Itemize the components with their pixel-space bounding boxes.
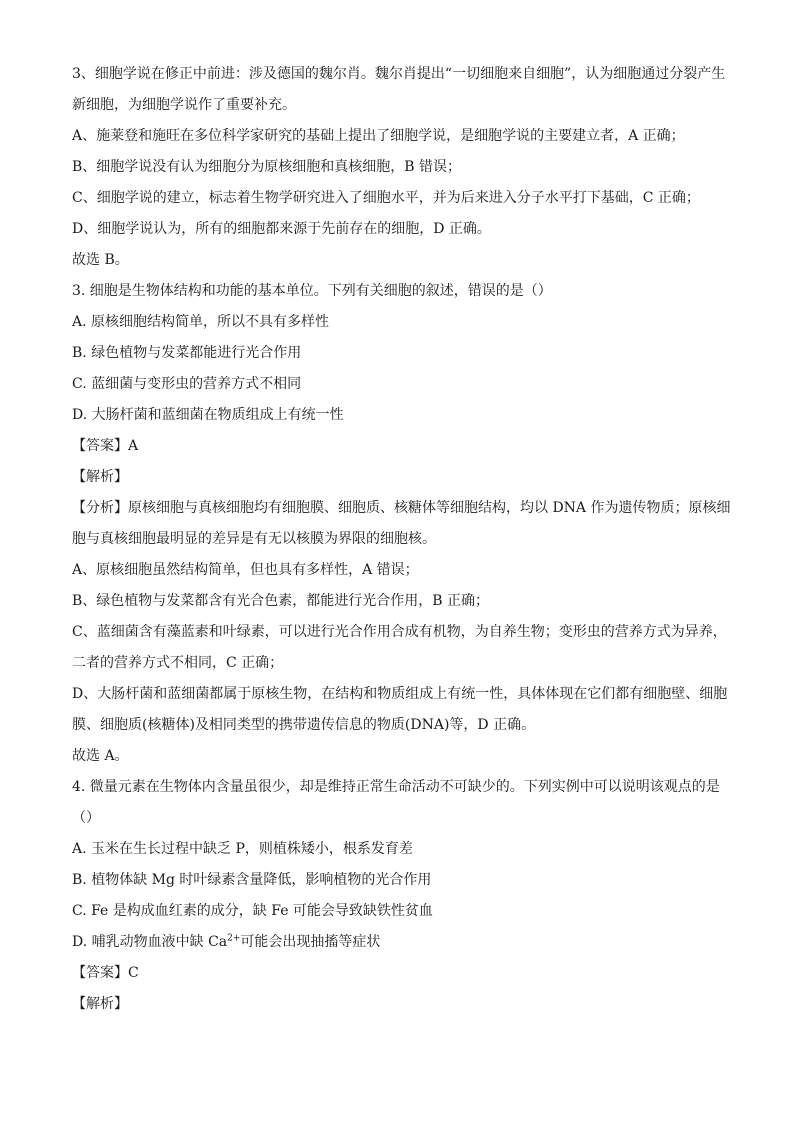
choice-conclusion: 故选 A。	[72, 748, 129, 764]
document-page	[72, 64, 732, 1025]
question-4-option-d	[72, 932, 732, 963]
option-d-prefix: D. 哺乳动物血液中缺 Ca	[72, 934, 228, 950]
question-3-stem: 3. 细胞是生物体结构和功能的基本单位。下列有关细胞的叙述，错误的是（）	[72, 283, 552, 299]
choice-conclusion: 故选 B。	[72, 252, 129, 268]
question-4-option-b: B. 植物体缺 Mg 时叶绿素含量降低，影响植物的光合作用	[72, 872, 432, 888]
option-c-explanation: C、蓝细菌含有藻蓝素和叶绿素，可以进行光合作用合成有机物，为自养生物；变形虫的营养方式为异养，	[72, 624, 727, 640]
analysis-label: 【解析】	[72, 469, 128, 485]
text-line: 3、细胞学说在修正中前进：涉及德国的魏尔肖。魏尔肖提出“一切细胞来自细胞”，认为细胞通过分裂产生	[72, 66, 726, 82]
option-c-explanation: 二者的营养方式不相同，C 正确；	[72, 655, 284, 671]
option-d-explanation: D、细胞学说认为，所有的细胞都来源于先前存在的细胞，D 正确。	[72, 221, 491, 237]
question-3-option-a: A. 原核细胞结构简单，所以不具有多样性	[72, 314, 330, 330]
option-d-explanation: D、大肠杆菌和蓝细菌都属于原核生物，在结构和物质组成上有统一性，具体体现在它们都有细胞壁、细胞	[72, 686, 728, 702]
analysis-label: 【解析】	[72, 996, 128, 1012]
option-a-explanation: A、原核细胞虽然结构简单，但也具有多样性，A 错误；	[72, 562, 419, 578]
question-4-stem: 4. 微量元素在生物体内含量虽很少，却是维持正常生命活动不可缺少的。下列实例中可以说明该观点的是	[72, 779, 720, 795]
question-4-option-c: C. Fe 是构成血红素的成分，缺 Fe 可能会导致缺铁性贫血	[72, 903, 433, 919]
question-4-stem: （）	[72, 810, 100, 826]
option-c-explanation: C、细胞学说的建立，标志着生物学研究进入了细胞水平，并为后来进入分子水平打下基础，C 正确；	[72, 190, 700, 206]
analysis-text: 胞与真核细胞最明显的差异是有无以核膜为界限的细胞核。	[72, 531, 436, 547]
answer-label: 【答案】A	[72, 438, 139, 454]
question-3-option-b: B. 绿色植物与发菜都能进行光合作用	[72, 345, 302, 361]
question-3-option-c: C. 蓝细菌与变形虫的营养方式不相同	[72, 376, 302, 392]
option-d-suffix: 可能会出现抽搐等症状	[240, 934, 381, 950]
ion-charge-superscript: 2+	[227, 933, 241, 944]
option-b-explanation: B、细胞学说没有认为细胞分为原核细胞和真核细胞，B 错误；	[72, 159, 462, 175]
question-4-option-a: A. 玉米在生长过程中缺乏 P，则植株矮小，根系发育差	[72, 841, 413, 857]
option-a-explanation: A、施莱登和施旺在多位科学家研究的基础上提出了细胞学说，是细胞学说的主要建立者，A 正确；	[72, 128, 685, 144]
analysis-text: 【分析】原核细胞与真核细胞均有细胞膜、细胞质、核糖体等细胞结构，均以 DNA 作为遗传物质；原核细	[72, 500, 731, 516]
question-3-option-d: D. 大肠杆菌和蓝细菌在物质组成上有统一性	[72, 407, 344, 423]
option-d-explanation: 膜、细胞质(核糖体)及相同类型的携带遗传信息的物质(DNA)等，D 正确。	[72, 717, 536, 733]
option-b-explanation: B、绿色植物与发菜都含有光合色素，都能进行光合作用，B 正确；	[72, 593, 490, 609]
answer-label: 【答案】C	[72, 965, 139, 981]
text-line: 新细胞，为细胞学说作了重要补充。	[72, 97, 296, 113]
